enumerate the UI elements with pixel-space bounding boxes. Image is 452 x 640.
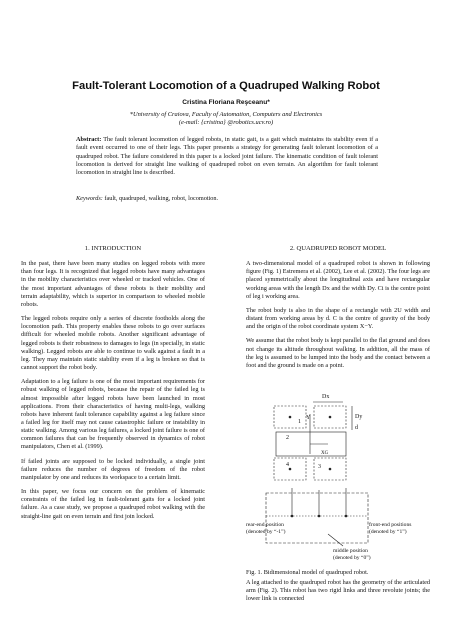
work-area-centre: [329, 416, 331, 418]
intro-paragraph: In this paper, we focus our concern on the problem of kinematic constraints of the failed leg in fault-tolerant gaits for a locked joint failure. As a case study, we propose a quadruped robot walking with the straight-line gait on even terrain and first join locked.: [21, 488, 205, 520]
paper-title: Fault-Tolerant Locomotion of a Quadruped Walking Robot: [72, 80, 380, 92]
front-end-label: front-end positions: [369, 522, 412, 529]
work-area-centre: [289, 416, 291, 418]
section-heading-introduction: 1. INTRODUCTION: [84, 245, 142, 252]
model-paragraph: A leg attached to the quadruped robot has the geometry of the articulated arm (Fig. 2). This robot has two rigid links and three revolute joints; the lower link is connected: [246, 579, 430, 603]
right-column: [246, 245, 430, 610]
dx-label: Dx: [322, 394, 330, 401]
affiliation-institution: *University of Craiova, Faculty of Automation, Computers and Electronics: [129, 111, 323, 118]
y-axis-label: Y: [306, 415, 311, 422]
model-paragraph: A two-dimensional model of a quadruped robot is shown in following figure (Fig. 1) Estremera et al. (2002), Lee et al. (2002). The four legs are placed symmetrically about the longitudinal axis and have rectangular working areas with the length Dx and the width Dy. Ci is the centre point of leg i working area.: [246, 260, 431, 300]
x-axis-label: XG: [321, 451, 329, 457]
front-end-note: (denoted by “1”): [369, 529, 407, 536]
d-label: d: [355, 425, 358, 432]
keywords-label: Keywords:: [76, 195, 103, 202]
affiliation-email: (e-mail: {cristina} @robotics.ucv.ro): [178, 119, 274, 126]
middle-note: (denoted by “0”): [333, 555, 371, 562]
intro-paragraph: Adaptation to a leg failure is one of the most important requirements for robust walking of legged robots, because the repair of the failed leg is almost impossible after legged robots have been launched in most applications. From their characteristics of having multi-legs, walking robots have inherent fault tolerance capability against a leg failure since a failed leg for itself may not cause catastrophic failure or instability in static walking. Among various leg failures, a locked joint failure is one of common failures that can be frequently observed in dynamics of robot manipulators, Chen et al. (1999).: [21, 378, 205, 451]
model-paragraph: We assume that the robot body is kept parallel to the flat ground and does not change its altitude throughout walking. In addition, all the mass of the leg is assumed to be lumped into the body and the contact between a foot and the ground is made on a point.: [246, 337, 430, 369]
robot-model-figure: [246, 374, 430, 579]
author-line: Cristina Floriana Reşceanu*: [182, 99, 270, 106]
keywords-text: fault, quadruped, walking, robot, locomotion.: [102, 195, 219, 202]
rear-end-note: (denoted by “-1”): [246, 529, 286, 536]
rear-end-label: rear-end position: [246, 522, 284, 529]
intro-paragraph: If failed joints are supposed to be locked individually, a single joint failure reduces the number of degrees of freedom of the robot manipulator by one and reduces its workspace to a certain limit.: [21, 457, 205, 481]
leg-number: 3: [318, 464, 321, 471]
keywords: [76, 195, 378, 202]
abstract: [76, 136, 378, 177]
left-column: [21, 245, 205, 527]
middle-pointer: [328, 534, 343, 546]
middle-label: middle position: [333, 548, 368, 555]
work-area-centre: [289, 468, 291, 470]
intro-paragraph: The legged robots require only a series of discrete footholds along the locomotion path. This property enables these robots to go over surfaces difficult for wheeled mobile robots. Another significant advantage of legged robots is their robustness to damages to legs (in specially, in static walking). Legged robots are able to continue to walk against a fault in a leg. They may maintain static stability even if a leg is broken so that is cannot support the robot body.: [21, 315, 205, 372]
leg-number: 2: [286, 435, 289, 442]
leg-number: 1: [298, 419, 301, 426]
intro-paragraph: In the past, there have been many studies on legged robots with more than four legs. It is recognized that legged robots have many advantages in the mobility characteristics over wheeled or tracked vehicles. One of the most important advantages of these robots is their mobility and terrain adaptability, which is superior in comparison to wheeled mobile robots.: [21, 260, 205, 308]
abstract-text: The fault tolerant locomotion of legged robots, in static gait, is a gait which maintains its stability even if a fault event occurred to one of their legs. This paper presents a strategy for generating fault tolerant locomotion of a quadruped robot. The failure considered in this paper is a locked joint failure. The kinematic condition of fault tolerant locomotion is derived for straight line walking of quadruped robot on even terrain. An algorithm for fault tolerant locomotion in straight line is described.: [76, 136, 378, 177]
model-paragraph: The robot body is also in the shape of a rectangle with 2U width and distant from working areas by d. C is the centre of gravity of the body and the origin of the robot coordinate system X−Y.: [246, 306, 430, 331]
affiliation: [0, 111, 452, 127]
work-area-centre: [329, 468, 331, 470]
section-heading-robot-model: 2. QUADRUPED ROBOT MODEL: [289, 245, 387, 252]
dy-label: Dy: [355, 414, 363, 421]
robot-diagram: [246, 374, 430, 579]
abstract-label: Abstract:: [76, 136, 102, 143]
figure-caption: Fig. 1. Bidimensional model of quadruped robot.: [246, 569, 369, 577]
stroke-positions-box: [266, 493, 368, 543]
leg-number: 4: [286, 462, 289, 469]
